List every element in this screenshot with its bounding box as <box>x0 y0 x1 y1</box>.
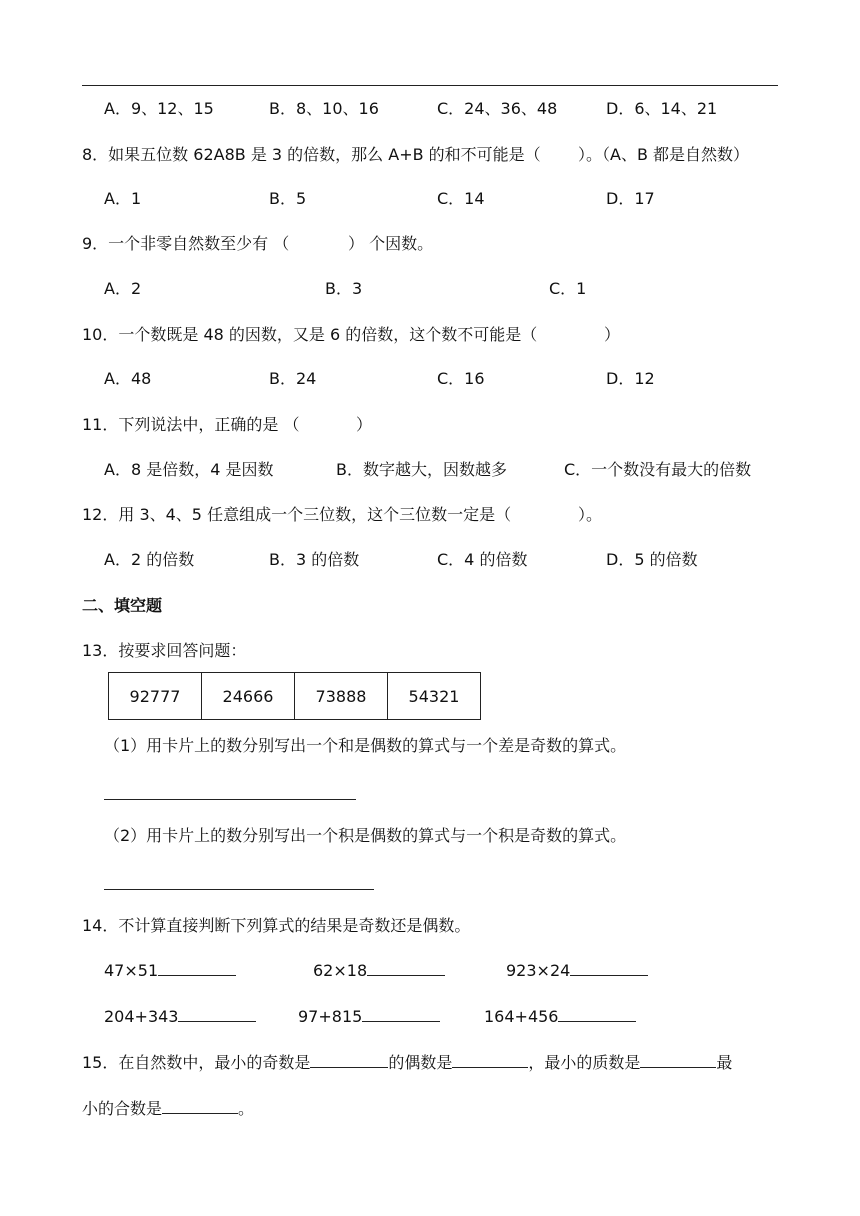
number-card: 54321 <box>388 673 481 720</box>
answer-blank[interactable] <box>362 1006 440 1022</box>
header-rule <box>82 85 778 86</box>
q7-option-c[interactable]: C．24、36、48 <box>437 99 558 118</box>
number-cards-table <box>108 672 481 720</box>
q11-option-b[interactable]: B．数字越大，因数越多 <box>336 460 507 479</box>
q8-option-b[interactable]: B．5 <box>269 189 307 208</box>
q7-option-a[interactable]: A．9、12、15 <box>104 99 214 118</box>
q14-expr-2: 62×18 <box>313 960 445 982</box>
answer-blank[interactable] <box>178 1006 256 1022</box>
q10-stem-a: 10．一个数既是 48 的因数，又是 6 的倍数，这个数不可能是（ <box>82 325 538 344</box>
q7-option-b[interactable]: B．8、10、16 <box>269 99 379 118</box>
number-card: 73888 <box>295 673 388 720</box>
q11-option-a[interactable]: A．8 是倍数，4 是因数 <box>104 460 274 479</box>
q15-line1: 15．在自然数中，最小的奇数是 的偶数是 ，最小的质数是 最 <box>82 1053 733 1072</box>
q10-stem-b: ） <box>604 325 621 344</box>
q13-answer2-line[interactable] <box>104 889 374 890</box>
q12-stem-a: 12．用 3、4、5 任意组成一个三位数，这个三位数一定是（ <box>82 505 512 524</box>
answer-blank[interactable] <box>452 1052 528 1068</box>
q11-stem-a: 11．下列说法中，正确的是 （ <box>82 415 300 434</box>
q15-line2: 小的合数是 。 <box>82 1099 255 1118</box>
q14-stem: 14．不计算直接判断下列算式的结果是奇数还是偶数。 <box>82 916 471 935</box>
q8-stem-a: 8．如果五位数 62A8B 是 3 的倍数，那么 A+B 的和不可能是（ <box>82 145 541 164</box>
q12-option-d[interactable]: D．5 的倍数 <box>606 550 698 569</box>
number-card: 92777 <box>109 673 202 720</box>
q11-option-c[interactable]: C．一个数没有最大的倍数 <box>564 460 752 479</box>
q10-option-d[interactable]: D．12 <box>606 369 655 388</box>
q14-expr-1: 47×51 <box>104 960 236 982</box>
q13-part1: （1）用卡片上的数分别写出一个和是偶数的算式与一个差是奇数的算式。 <box>104 736 627 755</box>
q14-expr-5: 97+815 <box>298 1006 440 1028</box>
q13-part2: （2）用卡片上的数分别写出一个积是偶数的算式与一个积是奇数的算式。 <box>104 826 627 845</box>
q7-option-d[interactable]: D．6、14、21 <box>606 99 718 118</box>
q12-option-a[interactable]: A．2 的倍数 <box>104 550 195 569</box>
section-title: 二、填空题 <box>82 596 163 615</box>
q9-option-b[interactable]: B．3 <box>325 279 363 298</box>
answer-blank[interactable] <box>558 1006 636 1022</box>
q8-option-d[interactable]: D．17 <box>606 189 655 208</box>
answer-blank[interactable] <box>310 1052 388 1068</box>
q8-option-c[interactable]: C．14 <box>437 189 485 208</box>
q12-stem-b: ）。 <box>578 505 603 524</box>
q11-stem-b: ） <box>356 415 373 434</box>
q9-option-c[interactable]: C．1 <box>549 279 587 298</box>
answer-blank[interactable] <box>158 960 236 976</box>
answer-blank[interactable] <box>162 1098 238 1114</box>
q10-option-a[interactable]: A．48 <box>104 369 152 388</box>
q8-stem-b: ）。（A、B 都是自然数） <box>578 145 750 164</box>
q13-stem: 13．按要求回答问题： <box>82 641 247 660</box>
q12-option-b[interactable]: B．3 的倍数 <box>269 550 360 569</box>
q10-option-b[interactable]: B．24 <box>269 369 317 388</box>
q14-expr-6: 164+456 <box>484 1006 636 1028</box>
q9-stem-a: 9．一个非零自然数至少有 （ <box>82 234 290 253</box>
answer-blank[interactable] <box>640 1052 716 1068</box>
answer-blank[interactable] <box>570 960 648 976</box>
answer-blank[interactable] <box>367 960 445 976</box>
q9-option-a[interactable]: A．2 <box>104 279 142 298</box>
number-card: 24666 <box>202 673 295 720</box>
q12-option-c[interactable]: C．4 的倍数 <box>437 550 528 569</box>
q14-expr-3: 923×24 <box>506 960 648 982</box>
q10-option-c[interactable]: C．16 <box>437 369 485 388</box>
q13-answer1-line[interactable] <box>104 799 356 800</box>
q14-expr-4: 204+343 <box>104 1006 256 1028</box>
q8-option-a[interactable]: A．1 <box>104 189 142 208</box>
q9-stem-b: ） 个因数。 <box>348 234 434 253</box>
